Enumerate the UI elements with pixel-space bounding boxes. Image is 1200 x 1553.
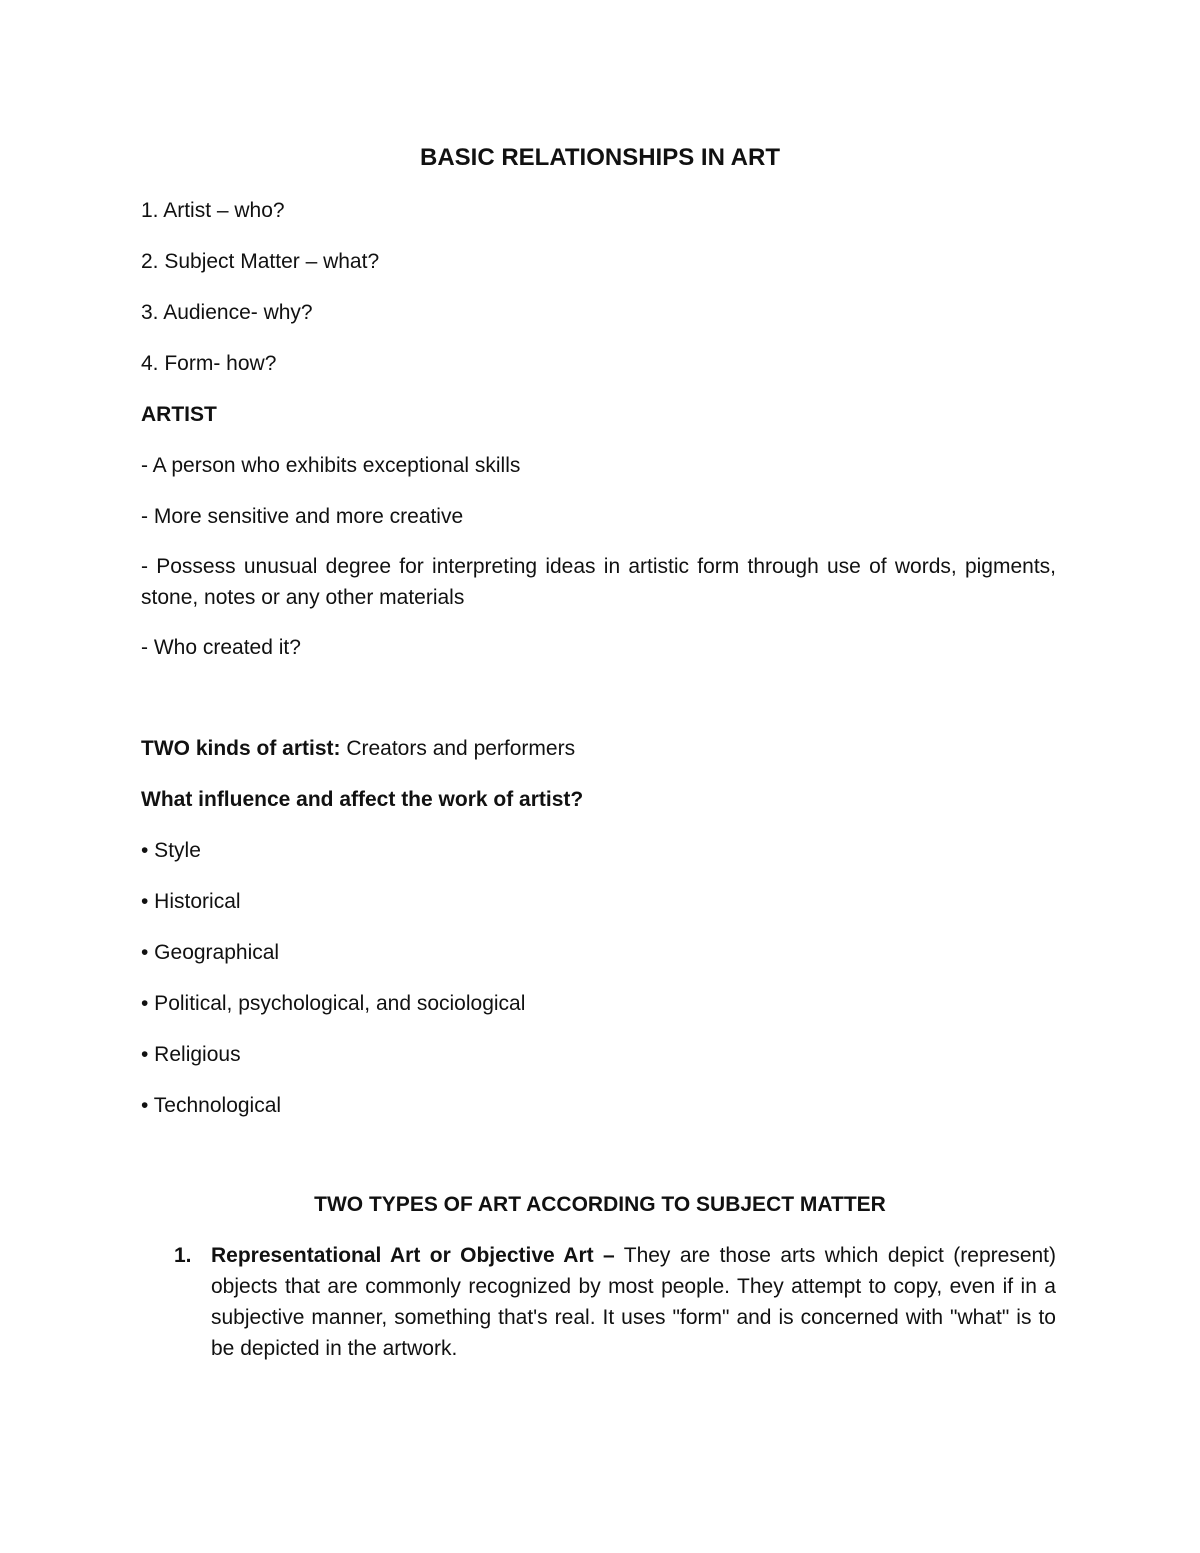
list-item-body [211, 1240, 1056, 1364]
relationship-item-form: 4. Form- how? [141, 352, 277, 375]
influence-bullet: • Style [141, 839, 201, 862]
influence-bullet: • Technological [141, 1094, 282, 1117]
relationship-item-audience: 3. Audience- why? [141, 301, 313, 324]
list-item-text: They are those arts which depict (represent) objects that are commonly recognized by most people. They attempt to copy, even if in a subjective manner, something that's real. It uses "form" and is concerned with "what" is to be depicted in the artwork. [211, 1244, 1057, 1360]
list-number: 1. [174, 1244, 192, 1267]
two-kinds-value: Creators and performers [340, 737, 576, 760]
two-kinds-of-artist [141, 736, 575, 762]
influence-heading: What influence and affect the work of artist? [141, 788, 584, 811]
types-section-heading: TWO TYPES OF ART ACCORDING TO SUBJECT MATTER [314, 1193, 886, 1216]
artist-heading: ARTIST [141, 403, 217, 426]
artist-point: - A person who exhibits exceptional skills [141, 454, 521, 477]
two-kinds-label: TWO kinds of artist: [141, 737, 341, 760]
types-list-item [174, 1240, 1056, 1364]
influence-bullet: • Political, psychological, and sociological [141, 992, 526, 1015]
relationship-item-artist: 1. Artist – who? [141, 199, 285, 222]
influence-bullet: • Religious [141, 1043, 241, 1066]
artist-point: - Possess unusual degree for interpreting ideas in artistic form through use of words, pigments, stone, notes or any other materials [141, 555, 1056, 609]
list-item-term: Representational Art or Objective Art – [211, 1244, 615, 1267]
artist-point: - Who created it? [141, 636, 301, 659]
influence-bullet: • Geographical [141, 941, 280, 964]
influence-bullet: • Historical [141, 890, 241, 913]
document-title: BASIC RELATIONSHIPS IN ART [419, 144, 780, 171]
artist-point: - More sensitive and more creative [141, 505, 464, 528]
relationship-item-subject-matter: 2. Subject Matter – what? [141, 250, 380, 273]
